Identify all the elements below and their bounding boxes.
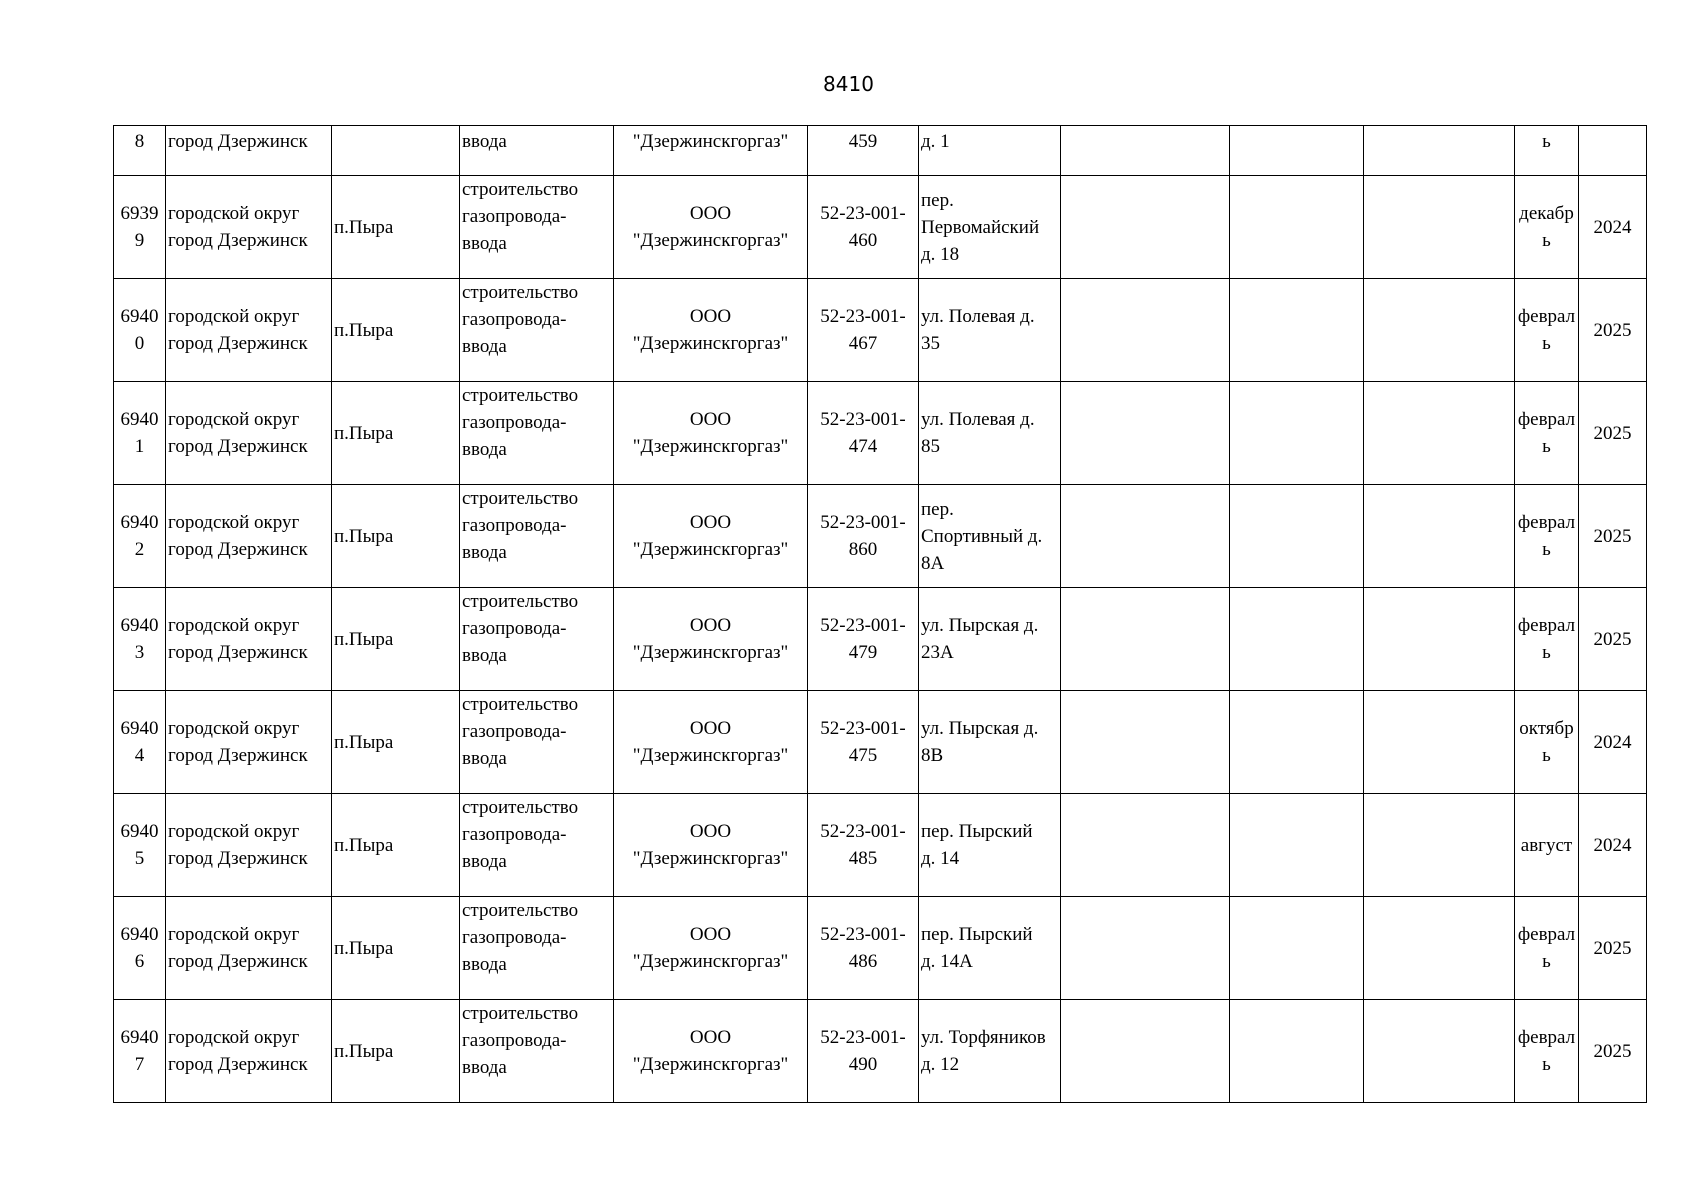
address-cell bbox=[919, 126, 1061, 176]
row-number-cell bbox=[114, 279, 166, 382]
address-cell-text: ул. Полевая д. 85 bbox=[921, 409, 1035, 457]
address-cell bbox=[919, 1000, 1061, 1103]
empty-cell-1 bbox=[1061, 382, 1230, 485]
month-cell bbox=[1515, 897, 1579, 1000]
table-row bbox=[114, 794, 1647, 897]
year-cell-text: 2025 bbox=[1593, 319, 1632, 341]
organization-cell-text: "Дзержинскгоргаз" bbox=[632, 131, 789, 152]
year-cell bbox=[1579, 382, 1647, 485]
work-type-cell bbox=[460, 176, 614, 279]
year-cell-text: 2024 bbox=[1593, 216, 1632, 238]
object-code-cell bbox=[808, 897, 919, 1000]
organization-cell bbox=[614, 176, 808, 279]
month-cell-text: феврал ь bbox=[1517, 615, 1576, 663]
empty-cell-1 bbox=[1061, 176, 1230, 279]
work-type-cell-text: строительство газопровода- ввода bbox=[462, 694, 579, 769]
address-cell-text: пер. Пырский д. 14А bbox=[921, 924, 1033, 972]
empty-cell-3 bbox=[1364, 126, 1515, 176]
municipality-cell-text: городской округ город Дзержинск bbox=[168, 615, 308, 663]
row-number-cell bbox=[114, 176, 166, 279]
month-cell bbox=[1515, 691, 1579, 794]
empty-cell-3 bbox=[1364, 382, 1515, 485]
settlement-cell-text: п.Пыра bbox=[334, 937, 394, 959]
organization-cell bbox=[614, 382, 808, 485]
year-cell-text: 2025 bbox=[1593, 422, 1632, 444]
address-cell-text: ул. Пырская д. 23А bbox=[921, 615, 1039, 663]
empty-cell-3 bbox=[1364, 279, 1515, 382]
municipality-cell bbox=[166, 485, 332, 588]
municipality-cell bbox=[166, 897, 332, 1000]
year-cell-text: 2025 bbox=[1593, 937, 1632, 959]
organization-cell bbox=[614, 897, 808, 1000]
settlement-cell-text: п.Пыра bbox=[334, 628, 394, 650]
municipality-cell bbox=[166, 1000, 332, 1103]
address-cell bbox=[919, 691, 1061, 794]
work-type-cell-text: строительство газопровода- ввода bbox=[462, 179, 579, 254]
settlement-cell bbox=[332, 897, 460, 1000]
work-type-cell-text: строительство газопровода- ввода bbox=[462, 797, 579, 872]
municipality-cell bbox=[166, 126, 332, 176]
table-body bbox=[114, 126, 1647, 1103]
address-cell bbox=[919, 279, 1061, 382]
row-number-cell-text: 6940 3 bbox=[120, 615, 159, 663]
year-cell bbox=[1579, 897, 1647, 1000]
address-cell-text: пер. Пырский д. 14 bbox=[921, 821, 1033, 869]
empty-cell-3 bbox=[1364, 588, 1515, 691]
organization-cell-text: ООО "Дзержинскгоргаз" bbox=[632, 615, 789, 663]
month-cell bbox=[1515, 279, 1579, 382]
year-cell bbox=[1579, 588, 1647, 691]
month-cell-text: феврал ь bbox=[1517, 409, 1576, 457]
object-code-cell bbox=[808, 588, 919, 691]
municipality-cell-text: городской округ город Дзержинск bbox=[168, 718, 308, 766]
organization-cell bbox=[614, 279, 808, 382]
address-cell-text: ул. Пырская д. 8В bbox=[921, 718, 1039, 766]
object-code-cell-text: 459 bbox=[848, 131, 878, 152]
empty-cell-1 bbox=[1061, 485, 1230, 588]
municipality-cell-text: городской округ город Дзержинск bbox=[168, 306, 308, 354]
work-type-cell-text: ввода bbox=[462, 131, 507, 152]
organization-cell-text: ООО "Дзержинскгоргаз" bbox=[632, 718, 789, 766]
gasification-table bbox=[113, 125, 1647, 1103]
table-row bbox=[114, 897, 1647, 1000]
row-number-cell-text: 6940 7 bbox=[120, 1027, 159, 1075]
month-cell bbox=[1515, 485, 1579, 588]
row-number-cell-text: 6940 6 bbox=[120, 924, 159, 972]
work-type-cell-text: строительство газопровода- ввода bbox=[462, 282, 579, 357]
work-type-cell bbox=[460, 382, 614, 485]
month-cell bbox=[1515, 176, 1579, 279]
work-type-cell bbox=[460, 279, 614, 382]
month-cell-text: феврал ь bbox=[1517, 1027, 1576, 1075]
work-type-cell-text: строительство газопровода- ввода bbox=[462, 900, 579, 975]
year-cell-text: 2024 bbox=[1593, 834, 1632, 856]
row-number-cell bbox=[114, 382, 166, 485]
row-number-cell-text: 6940 5 bbox=[120, 821, 159, 869]
municipality-cell-text: городской округ город Дзержинск bbox=[168, 924, 308, 972]
month-cell bbox=[1515, 1000, 1579, 1103]
work-type-cell bbox=[460, 1000, 614, 1103]
object-code-cell-text: 52-23-001- 467 bbox=[820, 306, 906, 354]
empty-cell-3 bbox=[1364, 691, 1515, 794]
address-cell-text: д. 1 bbox=[921, 131, 950, 152]
organization-cell-text: ООО "Дзержинскгоргаз" bbox=[632, 821, 789, 869]
object-code-cell bbox=[808, 691, 919, 794]
month-cell-text: октябр ь bbox=[1519, 718, 1574, 766]
address-cell bbox=[919, 176, 1061, 279]
organization-cell bbox=[614, 691, 808, 794]
object-code-cell-text: 52-23-001- 474 bbox=[820, 409, 906, 457]
year-cell bbox=[1579, 1000, 1647, 1103]
year-cell-text: 2025 bbox=[1593, 628, 1632, 650]
organization-cell-text: ООО "Дзержинскгоргаз" bbox=[632, 306, 789, 354]
month-cell bbox=[1515, 126, 1579, 176]
year-cell bbox=[1579, 279, 1647, 382]
empty-cell-2 bbox=[1230, 485, 1364, 588]
municipality-cell bbox=[166, 691, 332, 794]
object-code-cell bbox=[808, 485, 919, 588]
work-type-cell bbox=[460, 794, 614, 897]
settlement-cell bbox=[332, 126, 460, 176]
year-cell bbox=[1579, 176, 1647, 279]
address-cell bbox=[919, 382, 1061, 485]
year-cell bbox=[1579, 126, 1647, 176]
empty-cell-1 bbox=[1061, 1000, 1230, 1103]
municipality-cell-text: город Дзержинск bbox=[168, 131, 308, 152]
year-cell bbox=[1579, 691, 1647, 794]
work-type-cell-text: строительство газопровода- ввода bbox=[462, 385, 579, 460]
month-cell bbox=[1515, 794, 1579, 897]
year-cell-text: 2025 bbox=[1593, 525, 1632, 547]
empty-cell-2 bbox=[1230, 588, 1364, 691]
municipality-cell-text: городской округ город Дзержинск bbox=[168, 203, 308, 251]
empty-cell-3 bbox=[1364, 794, 1515, 897]
empty-cell-1 bbox=[1061, 126, 1230, 176]
table-row bbox=[114, 588, 1647, 691]
month-cell-text: феврал ь bbox=[1517, 306, 1576, 354]
work-type-cell bbox=[460, 126, 614, 176]
object-code-cell bbox=[808, 279, 919, 382]
municipality-cell-text: городской округ город Дзержинск bbox=[168, 409, 308, 457]
work-type-cell-text: строительство газопровода- ввода bbox=[462, 1003, 579, 1078]
address-cell bbox=[919, 794, 1061, 897]
object-code-cell bbox=[808, 126, 919, 176]
row-number-cell-text: 6940 0 bbox=[120, 306, 159, 354]
month-cell-text: декабр ь bbox=[1519, 203, 1574, 251]
table-row bbox=[114, 279, 1647, 382]
table-row bbox=[114, 126, 1647, 176]
empty-cell-3 bbox=[1364, 485, 1515, 588]
settlement-cell-text: п.Пыра bbox=[334, 1040, 394, 1062]
table-row bbox=[114, 691, 1647, 794]
month-cell-text: ь bbox=[1542, 131, 1551, 152]
row-number-cell bbox=[114, 897, 166, 1000]
year-cell bbox=[1579, 794, 1647, 897]
settlement-cell-text: п.Пыра bbox=[334, 319, 394, 341]
work-type-cell-text: строительство газопровода- ввода bbox=[462, 488, 579, 563]
row-number-cell bbox=[114, 485, 166, 588]
organization-cell-text: ООО "Дзержинскгоргаз" bbox=[632, 512, 789, 560]
organization-cell-text: ООО "Дзержинскгоргаз" bbox=[632, 203, 789, 251]
settlement-cell bbox=[332, 794, 460, 897]
object-code-cell-text: 52-23-001- 460 bbox=[820, 203, 906, 251]
empty-cell-1 bbox=[1061, 279, 1230, 382]
organization-cell bbox=[614, 485, 808, 588]
settlement-cell bbox=[332, 691, 460, 794]
row-number-cell-text: 8 bbox=[134, 131, 145, 152]
address-cell-text: пер. Спортивный д. 8А bbox=[921, 498, 1043, 574]
row-number-cell bbox=[114, 588, 166, 691]
empty-cell-2 bbox=[1230, 897, 1364, 1000]
empty-cell-2 bbox=[1230, 382, 1364, 485]
organization-cell-text: ООО "Дзержинскгоргаз" bbox=[632, 409, 789, 457]
month-cell bbox=[1515, 382, 1579, 485]
work-type-cell bbox=[460, 691, 614, 794]
address-cell-text: ул. Торфяников д. 12 bbox=[921, 1027, 1046, 1075]
empty-cell-1 bbox=[1061, 588, 1230, 691]
organization-cell bbox=[614, 794, 808, 897]
row-number-cell bbox=[114, 1000, 166, 1103]
municipality-cell-text: городской округ город Дзержинск bbox=[168, 821, 308, 869]
row-number-cell bbox=[114, 691, 166, 794]
empty-cell-2 bbox=[1230, 794, 1364, 897]
month-cell-text: август bbox=[1520, 834, 1573, 856]
municipality-cell bbox=[166, 176, 332, 279]
object-code-cell bbox=[808, 382, 919, 485]
empty-cell-3 bbox=[1364, 897, 1515, 1000]
table-row bbox=[114, 382, 1647, 485]
empty-cell-2 bbox=[1230, 691, 1364, 794]
empty-cell-3 bbox=[1364, 1000, 1515, 1103]
settlement-cell bbox=[332, 485, 460, 588]
empty-cell-2 bbox=[1230, 176, 1364, 279]
work-type-cell bbox=[460, 485, 614, 588]
municipality-cell-text: городской округ город Дзержинск bbox=[168, 1027, 308, 1075]
year-cell-text: 2025 bbox=[1593, 1040, 1632, 1062]
object-code-cell-text: 52-23-001- 475 bbox=[820, 718, 906, 766]
settlement-cell bbox=[332, 588, 460, 691]
empty-cell-1 bbox=[1061, 691, 1230, 794]
row-number-cell bbox=[114, 794, 166, 897]
settlement-cell bbox=[332, 382, 460, 485]
settlement-cell bbox=[332, 279, 460, 382]
settlement-cell bbox=[332, 1000, 460, 1103]
address-cell bbox=[919, 897, 1061, 1000]
settlement-cell-text: п.Пыра bbox=[334, 422, 394, 444]
organization-cell bbox=[614, 126, 808, 176]
object-code-cell-text: 52-23-001- 486 bbox=[820, 924, 906, 972]
work-type-cell bbox=[460, 588, 614, 691]
settlement-cell-text: п.Пыра bbox=[334, 216, 394, 238]
table-row bbox=[114, 485, 1647, 588]
organization-cell bbox=[614, 1000, 808, 1103]
row-number-cell-text: 6939 9 bbox=[120, 203, 159, 251]
municipality-cell bbox=[166, 588, 332, 691]
page-number: 8410 bbox=[823, 72, 874, 96]
settlement-cell-text: п.Пыра bbox=[334, 525, 394, 547]
object-code-cell bbox=[808, 1000, 919, 1103]
work-type-cell bbox=[460, 897, 614, 1000]
organization-cell-text: ООО "Дзержинскгоргаз" bbox=[632, 924, 789, 972]
settlement-cell-text: п.Пыра bbox=[334, 731, 394, 753]
address-cell-text: ул. Полевая д. 35 bbox=[921, 306, 1035, 354]
municipality-cell-text: городской округ город Дзержинск bbox=[168, 512, 308, 560]
settlement-cell bbox=[332, 176, 460, 279]
empty-cell-1 bbox=[1061, 794, 1230, 897]
empty-cell-2 bbox=[1230, 126, 1364, 176]
empty-cell-2 bbox=[1230, 279, 1364, 382]
empty-cell-2 bbox=[1230, 1000, 1364, 1103]
empty-cell-3 bbox=[1364, 176, 1515, 279]
month-cell-text: феврал ь bbox=[1517, 924, 1576, 972]
row-number-cell-text: 6940 4 bbox=[120, 718, 159, 766]
address-cell bbox=[919, 588, 1061, 691]
object-code-cell bbox=[808, 794, 919, 897]
month-cell-text: феврал ь bbox=[1517, 512, 1576, 560]
organization-cell bbox=[614, 588, 808, 691]
object-code-cell bbox=[808, 176, 919, 279]
municipality-cell bbox=[166, 794, 332, 897]
month-cell bbox=[1515, 588, 1579, 691]
work-type-cell-text: строительство газопровода- ввода bbox=[462, 591, 579, 666]
address-cell bbox=[919, 485, 1061, 588]
object-code-cell-text: 52-23-001- 479 bbox=[820, 615, 906, 663]
settlement-cell-text: п.Пыра bbox=[334, 834, 394, 856]
object-code-cell-text: 52-23-001- 860 bbox=[820, 512, 906, 560]
municipality-cell bbox=[166, 279, 332, 382]
object-code-cell-text: 52-23-001- 485 bbox=[820, 821, 906, 869]
year-cell bbox=[1579, 485, 1647, 588]
table-row bbox=[114, 1000, 1647, 1103]
row-number-cell bbox=[114, 126, 166, 176]
table-row bbox=[114, 176, 1647, 279]
address-cell-text: пер. Первомайский д. 18 bbox=[921, 189, 1040, 265]
row-number-cell-text: 6940 1 bbox=[120, 409, 159, 457]
municipality-cell bbox=[166, 382, 332, 485]
row-number-cell-text: 6940 2 bbox=[120, 512, 159, 560]
empty-cell-1 bbox=[1061, 897, 1230, 1000]
year-cell-text: 2024 bbox=[1593, 731, 1632, 753]
organization-cell-text: ООО "Дзержинскгоргаз" bbox=[632, 1027, 789, 1075]
object-code-cell-text: 52-23-001- 490 bbox=[820, 1027, 906, 1075]
